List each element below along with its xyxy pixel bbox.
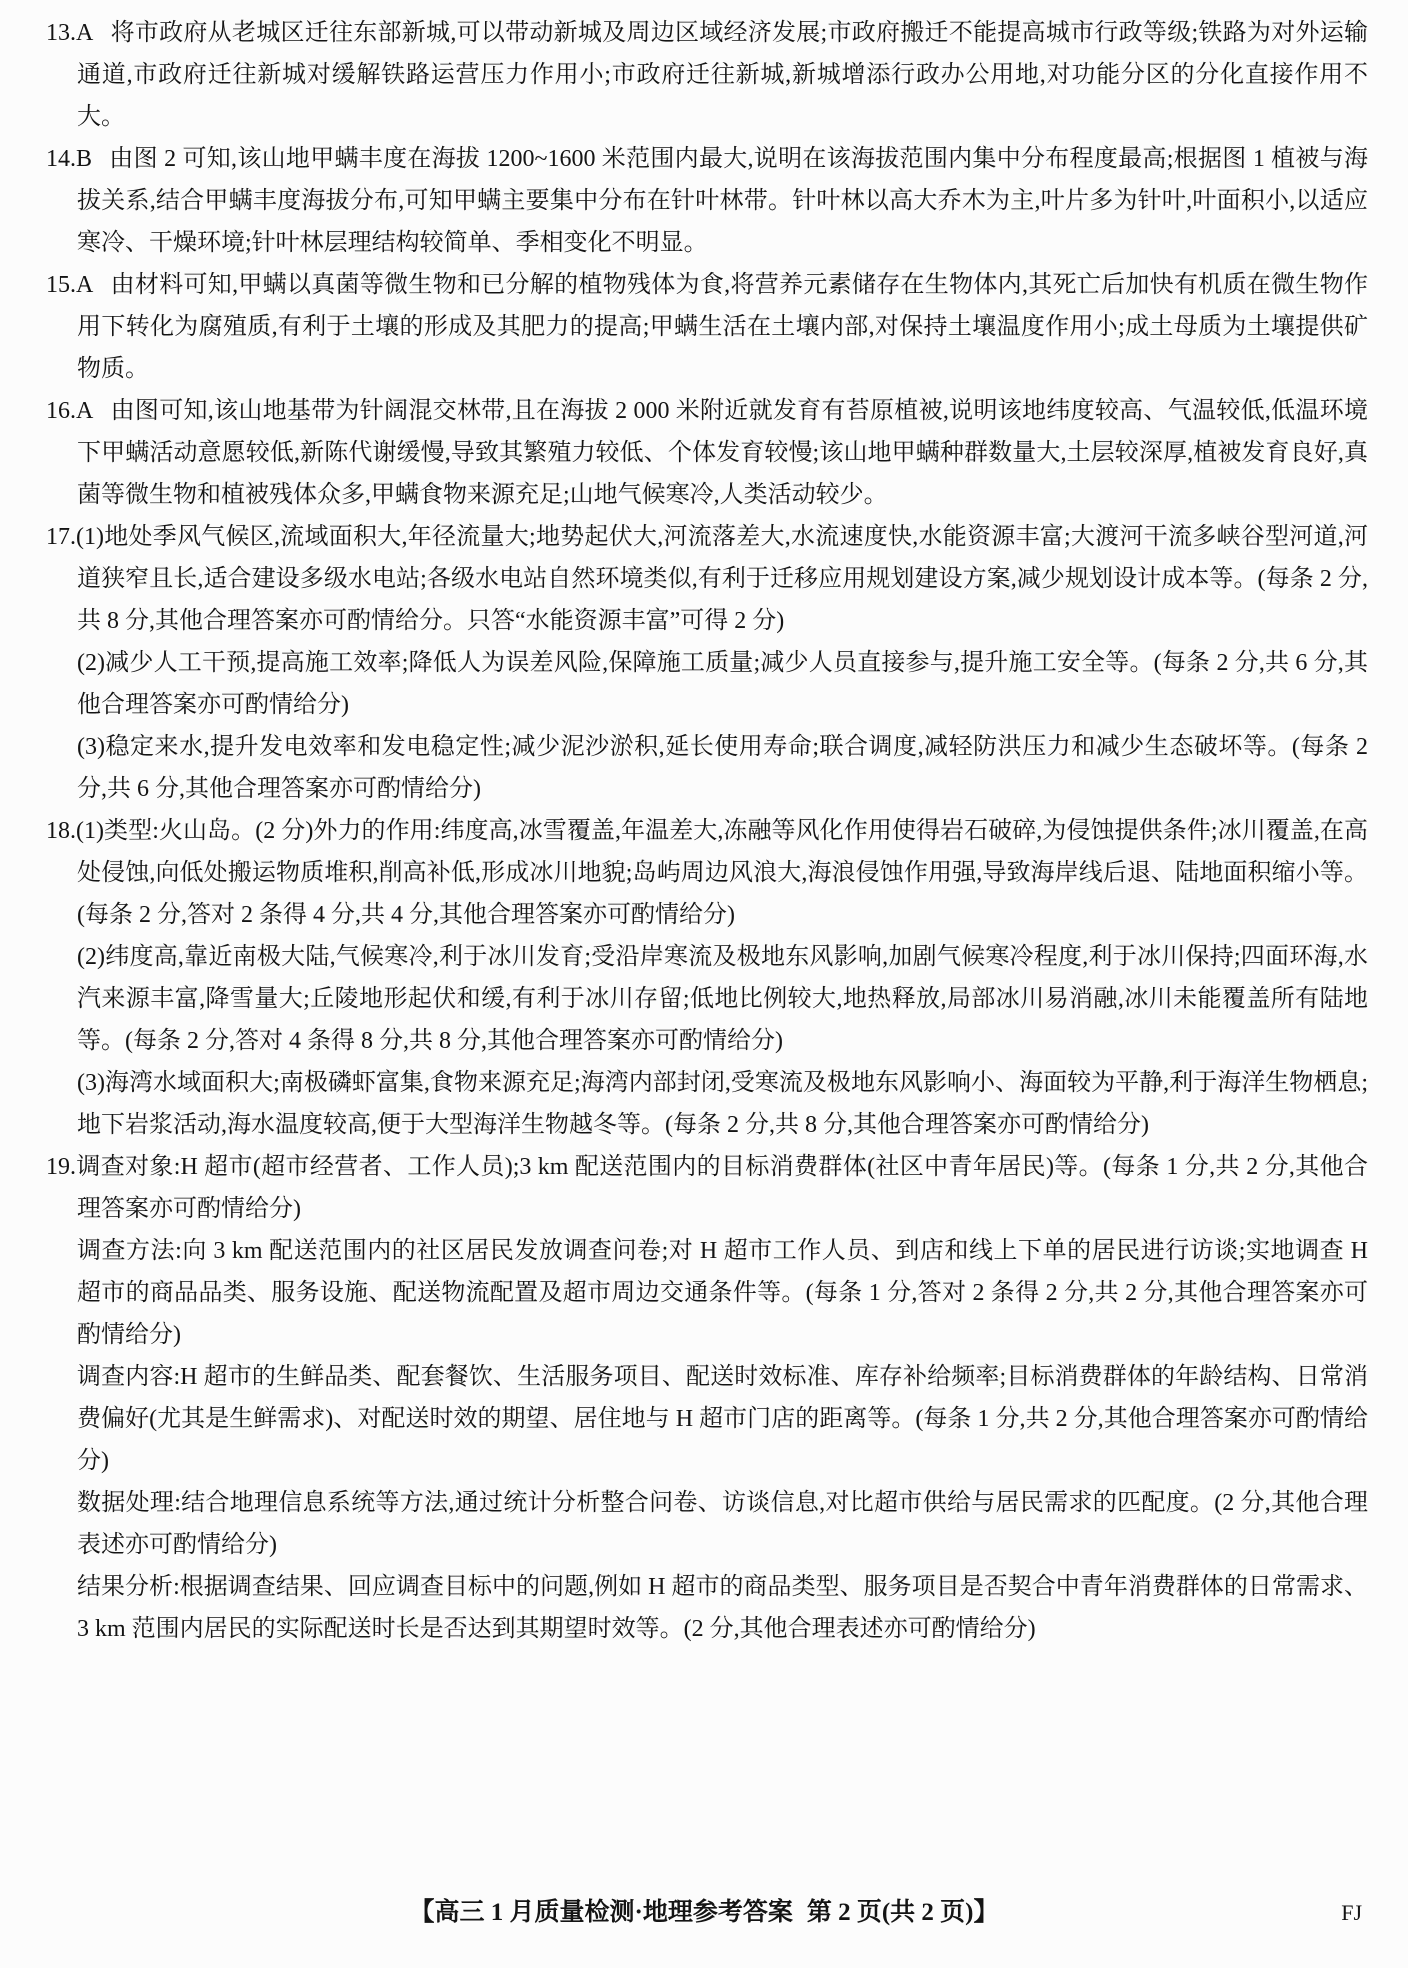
answer-text: (1)类型:火山岛。(2 分)外力的作用:纬度高,冰雪覆盖,年温差大,冻融等风化作用使得岩石破碎,为侵蚀提供条件;冰川覆盖,在高处侵蚀,向低处搬运物质堆积,削高补低,形成冰川地貌;岛屿周边风浪大,海浪侵蚀作用强,导致海岸线后退、陆地面积缩小等。(每条 2 分,答对 2 条得 4 分,共 4 分,其他合理答案亦可酌情给分)	[76, 818, 1368, 928]
answer-paragraph	[46, 12, 1368, 138]
answer-text: (2)纬度高,靠近南极大陆,气候寒冷,利于冰川发育;受沿岸寒流及极地东风影响,加剧气候寒冷程度,利于冰川保持;四面环海,水汽来源丰富,降雪量大;丘陵地形起伏和缓,有利于冰川存留;低地比例较大,地热释放,局部冰川易消融,冰川未能覆盖所有陆地等。(每条 2 分,答对 4 条得 8 分,共 8 分,其他合理答案亦可酌情给分)	[77, 944, 1368, 1054]
answer-paragraph	[46, 390, 1368, 516]
answer-text: 结果分析:根据调查结果、回应调查目标中的问题,例如 H 超市的商品类型、服务项目是否契合中青年消费群体的日常需求、3 km 范围内居民的实际配送时长是否达到其期望时效等。(2 分,其他合理表述亦可酌情给分)	[77, 1574, 1368, 1642]
answers-list	[46, 12, 1368, 1650]
answer-paragraph	[46, 1482, 1368, 1566]
answer-text: (1)地处季风气候区,流域面积大,年径流量大;地势起伏大,河流落差大,水流速度快,水能资源丰富;大渡河干流多峡谷型河道,河道狭窄且长,适合建设多级水电站;各级水电站自然环境类似,有利于迁移应用规划建设方案,减少规划设计成本等。(每条 2 分,共 8 分,其他合理答案亦可酌情给分。只答“水能资源丰富”可得 2 分)	[76, 524, 1368, 634]
answer-paragraph	[46, 264, 1368, 390]
answer-paragraph	[46, 1062, 1368, 1146]
answer-text: (3)海湾水域面积大;南极磷虾富集,食物来源充足;海湾内部封闭,受寒流及极地东风影响小、海面较为平静,利于海洋生物栖息;地下岩浆活动,海水温度较高,便于大型海洋生物越冬等。(每条 2 分,共 8 分,其他合理答案亦可酌情给分)	[77, 1070, 1369, 1138]
answer-number: 16.A	[46, 398, 94, 424]
answer-paragraph	[46, 138, 1368, 264]
answer-number: 14.B	[46, 146, 93, 172]
answer-number: 19.	[46, 1154, 76, 1180]
answer-number: 13.A	[46, 20, 94, 46]
answer-text: 由图可知,该山地基带为针阔混交林带,且在海拔 2 000 米附近就发育有苔原植被,说明该地纬度较高、气温较低,低温环境下甲螨活动意愿较低,新陈代谢缓慢,导致其繁殖力较低、个体发育较慢;该山地甲螨种群数量大,土层较深厚,植被发育良好,真菌等微生物和植被残体众多,甲螨食物来源充足;山地气候寒冷,人类活动较少。	[77, 398, 1368, 508]
answer-text: 数据处理:结合地理信息系统等方法,通过统计分析整合问卷、访谈信息,对比超市供给与居民需求的匹配度。(2 分,其他合理表述亦可酌情给分)	[77, 1490, 1368, 1558]
answer-paragraph	[46, 726, 1368, 810]
answer-text: (3)稳定来水,提升发电效率和发电稳定性;减少泥沙淤积,延长使用寿命;联合调度,减轻防洪压力和减少生态破坏等。(每条 2 分,共 6 分,其他合理答案亦可酌情给分)	[77, 734, 1368, 802]
answer-number: 18.	[46, 818, 76, 844]
footer-exam-code: FJ	[1341, 1900, 1362, 1925]
answer-text: 由材料可知,甲螨以真菌等微生物和已分解的植物残体为食,将营养元素储存在生物体内,其死亡后加快有机质在微生物作用下转化为腐殖质,有利于土壤的形成及其肥力的提高;甲螨生活在土壤内部,对保持土壤温度作用小;成土母质为土壤提供矿物质。	[77, 272, 1368, 382]
answer-paragraph	[46, 1230, 1368, 1356]
answer-text: (2)减少人工干预,提高施工效率;降低人为误差风险,保障施工质量;减少人员直接参与,提升施工安全等。(每条 2 分,共 6 分,其他合理答案亦可酌情给分)	[77, 650, 1368, 718]
footer-title: 【高三 1 月质量检测·地理参考答案	[409, 1899, 793, 1926]
footer-page-number: 第 2 页(共 2 页)】	[806, 1899, 999, 1926]
footer-text	[0, 1892, 1408, 1934]
answer-paragraph	[46, 642, 1368, 726]
answer-number: 15.A	[46, 272, 94, 298]
answer-paragraph	[46, 1356, 1368, 1482]
answer-text: 由图 2 可知,该山地甲螨丰度在海拔 1200~1600 米范围内最大,说明在该海拔范围内集中分布程度最高;根据图 1 植被与海拔关系,结合甲螨丰度海拔分布,可知甲螨主要集中分布在针叶林带。针叶林以高大乔木为主,叶片多为针叶,叶面积小,以适应寒冷、干燥环境;针叶林层理结构较简单、季相变化不明显。	[77, 146, 1368, 256]
answer-paragraph	[46, 1566, 1368, 1650]
answer-number: 17.	[46, 524, 76, 550]
answer-text: 调查对象:H 超市(超市经营者、工作人员);3 km 配送范围内的目标消费群体(社区中青年居民)等。(每条 1 分,共 2 分,其他合理答案亦可酌情给分)	[76, 1154, 1368, 1222]
answer-paragraph	[46, 1146, 1368, 1230]
page-footer	[0, 1892, 1408, 1934]
answer-paragraph	[46, 810, 1368, 936]
answer-text: 调查内容:H 超市的生鲜品类、配套餐饮、生活服务项目、配送时效标准、库存补给频率;目标消费群体的年龄结构、日常消费偏好(尤其是生鲜需求)、对配送时效的期望、居住地与 H 超市门店的距离等。(每条 1 分,共 2 分,其他合理答案亦可酌情给分)	[77, 1364, 1368, 1474]
answer-paragraph	[46, 936, 1368, 1062]
answer-text: 将市政府从老城区迁往东部新城,可以带动新城及周边区域经济发展;市政府搬迁不能提高城市行政等级;铁路为对外运输通道,市政府迁往新城对缓解铁路运营压力作用小;市政府迁往新城,新城增添行政办公用地,对功能分区的分化直接作用不大。	[77, 20, 1368, 130]
answer-paragraph	[46, 516, 1368, 642]
answer-text: 调查方法:向 3 km 配送范围内的社区居民发放调查问卷;对 H 超市工作人员、到店和线上下单的居民进行访谈;实地调查 H 超市的商品品类、服务设施、配送物流配置及超市周边交通条件等。(每条 1 分,答对 2 条得 2 分,共 2 分,其他合理答案亦可酌情给分)	[77, 1238, 1368, 1348]
